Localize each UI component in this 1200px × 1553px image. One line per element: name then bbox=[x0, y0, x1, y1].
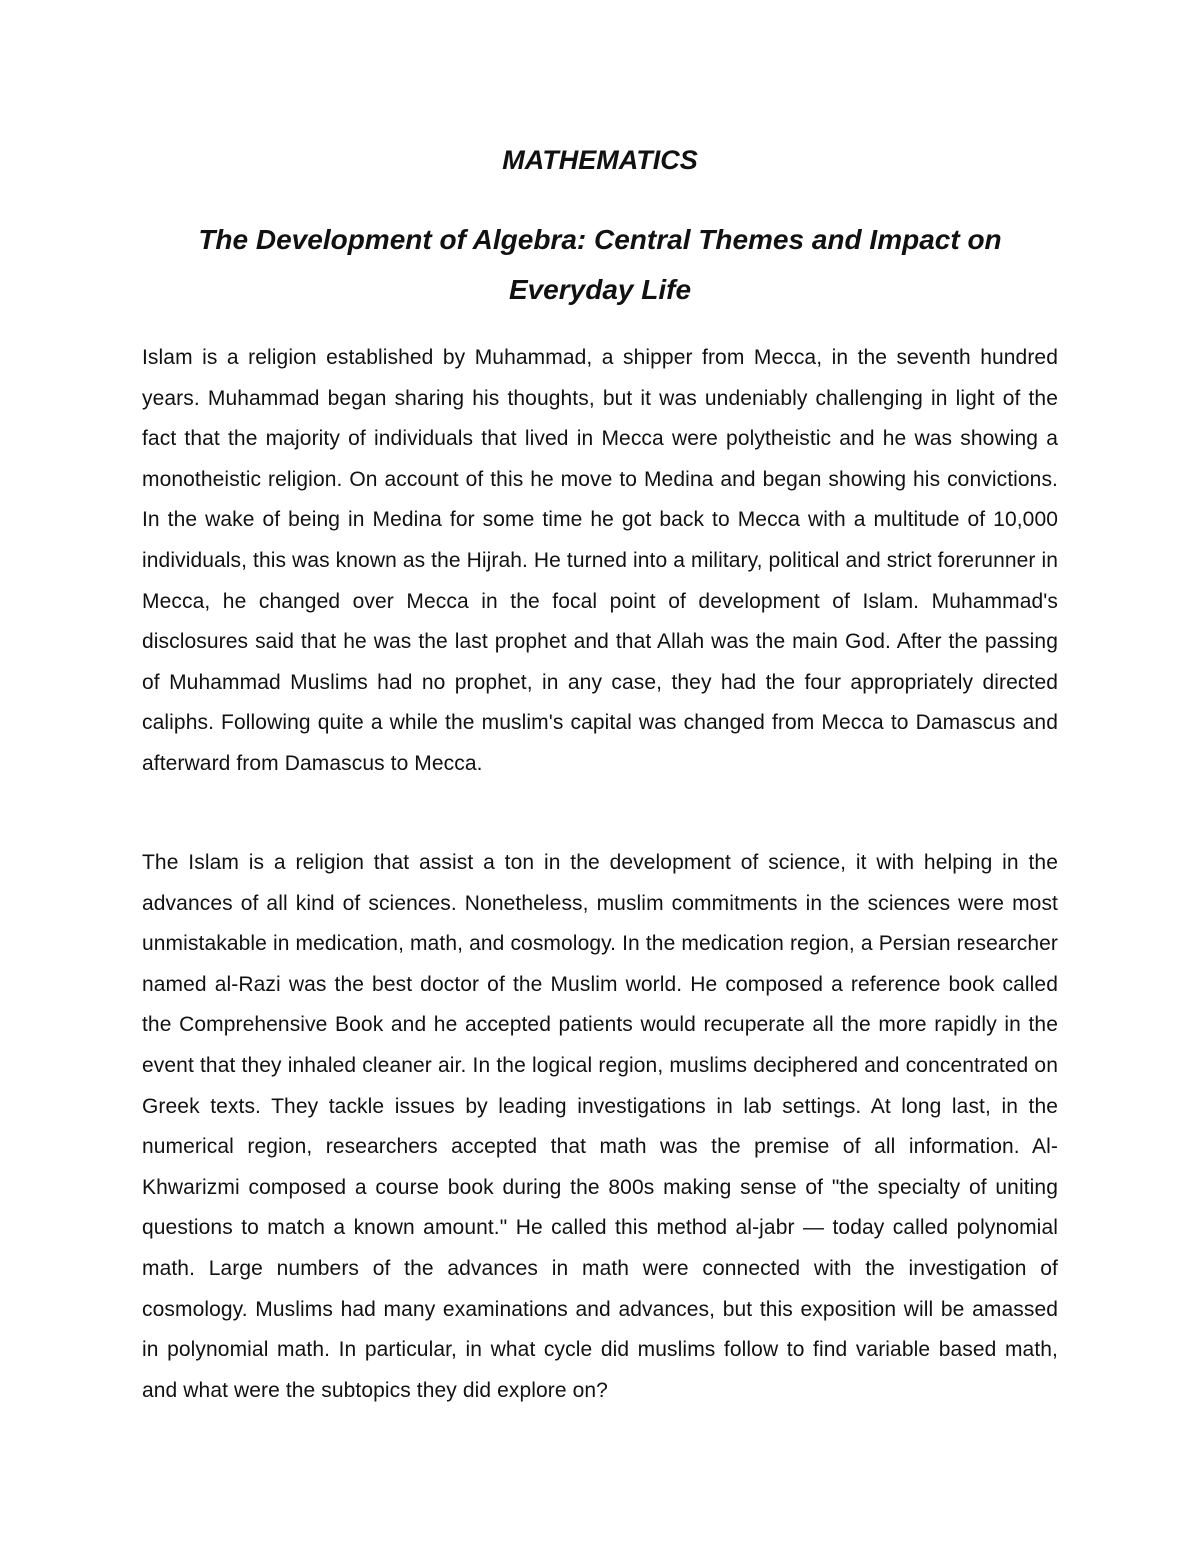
subject-heading: MATHEMATICS bbox=[502, 145, 698, 175]
body-paragraph-2: The Islam is a religion that assist a ton in the development of science, it with helping in the advances of all kind of sciences. Nonetheless, muslim commitments in the sciences were most unmistakable in medication, math, and cosmology. In the medication region, a Persian researcher named al-Razi was the best doctor of the Muslim world. He composed a reference book called the Comprehensive Book and he accepted patients would recuperate all the more rapidly in the event that they inhaled cleaner air. In the logical region, muslims deciphered and concentrated on Greek texts. They tackle issues by leading investigations in lab settings. At long last, in the numerical region, researchers accepted that math was the premise of all information. Al-Khwarizmi composed a course book during the 800s making sense of "the specialty of uniting questions to match a known amount." He called this method al-jabr — today called polynomial math. Large numbers of the advances in math were connected with the investigation of cosmology. Muslims had many examinations and advances, but this exposition will be amassed in polynomial math. In particular, in what cycle did muslims follow to find variable based math, and what were the subtopics they did explore on? bbox=[142, 851, 1058, 1402]
body-paragraph-1: Islam is a religion established by Muhammad, a shipper from Mecca, in the seventh hundred years. Muhammad began sharing his thoughts, but it was undeniably challenging in light of the fact that the majority of individuals that lived in Mecca were polytheistic and he was showing a monotheistic religion. On account of this he move to Medina and began showing his convictions. In the wake of being in Medina for some time he got back to Mecca with a multitude of 10,000 individuals, this was known as the Hijrah. He turned into a military, political and strict forerunner in Mecca, he changed over Mecca in the focal point of development of Islam. Muhammad's disclosures said that he was the last prophet and that Allah was the main God. After the passing of Muhammad Muslims had no prophet, in any case, they had the four appropriately directed caliphs. Following quite a while the muslim's capital was changed from Mecca to Damascus and afterward from Damascus to Mecca. bbox=[142, 346, 1058, 775]
document-title: The Development of Algebra: Central Themes and Impact on Everyday Life bbox=[198, 224, 1002, 305]
